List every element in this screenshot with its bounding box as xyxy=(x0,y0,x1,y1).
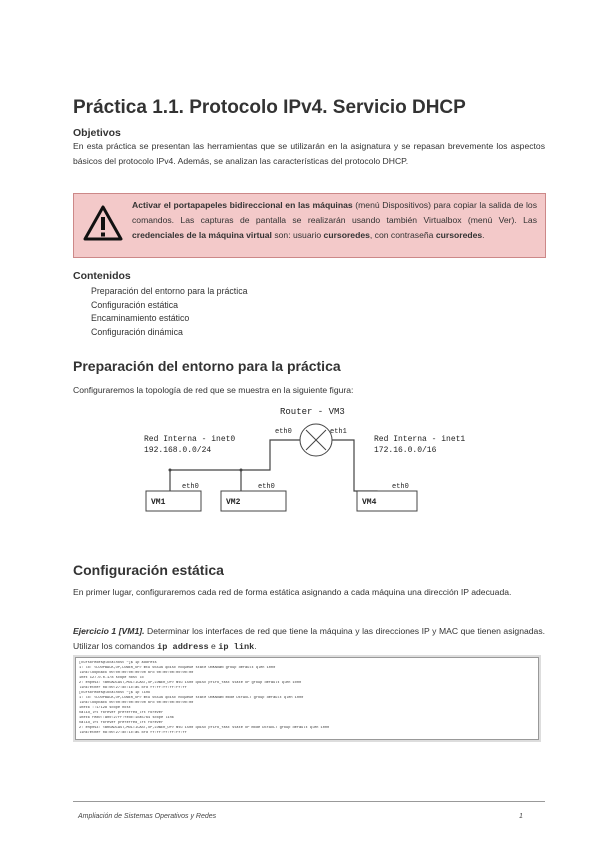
vm2-label: VM2 xyxy=(226,498,241,507)
warning-user: cursoredes xyxy=(323,230,370,240)
footer-page-number: 1 xyxy=(519,813,523,820)
warning-icon xyxy=(83,205,123,241)
net-left-name: Red Interna - inet0 xyxy=(144,435,236,444)
exercise-label: Ejercicio 1 [VM1]. xyxy=(73,626,145,636)
section-configuracion-heading: Configuración estática xyxy=(73,562,224,578)
warning-text: Activar el portapapeles bidireccional en las máquinas (menú Dispositivos) para copiar la salida de los comandos. Las capturas de pantalla se realizarán usando también Virtualbox (menú Ver). Las credenciales de la máquina virtual son: usuario cursoredes, con contraseña cursoredes. xyxy=(132,200,537,240)
terminal-output: [cursoredes@localhost ~]$ ip address 1: lo: <LOOPBACK,UP,LOWER_UP> mtu 65536 qdisc noqueue state UNKNOWN group default qlen 1000 link/loopback 00:00:00:00:00:00 brd 00:00:00:00:00:00 inet 127.0.0.1/8 scope host lo 2: enp0s3: <BROADCAST,MULTICAST,UP,LOWER_UP> mtu 1500 qdisc pfifo_fast state UP group default qlen 1000 link/ether 08:00:27:dc:1c:a5 brd ff:ff:ff:ff:ff:ff [cursoredes@localhost ~]$ ip link 1: lo: <LOOPBACK,UP,LOWER_UP> mtu 65536 qdisc noqueue state UNKNOWN mode DEFAULT group default qlen 1000 link/loopback 00:00:00:00:00:00 brd 00:00:00:00:00:00 inet6 ::1/128 scope host valid_lft forever preferred_lft forever inet6 fe80::a00:27ff:fedc:1ca5/64 scope link valid_lft forever preferred_lft forever 2: enp0s3: <BROADCAST,MULTICAST,UP,LOWER_UP> mtu 1500 qdisc pfifo_fast state UP mode DEFAULT group default qlen 1000 link/ether 08:00:27:dc:1c:a5 brd ff:ff:ff:ff:ff:ff xyxy=(79,661,330,735)
toc-item-configuracion-dinamica[interactable]: Configuración dinámica xyxy=(91,326,183,337)
net-right-name: Red Interna - inet1 xyxy=(374,435,466,444)
toc-item-configuracion-estatica[interactable]: Configuración estática xyxy=(91,299,179,310)
warning-bold-clipboard: Activar el portapapeles bidireccional en las máquinas xyxy=(132,200,353,210)
router-eth0-label: eth0 xyxy=(275,428,292,436)
contenidos-heading: Contenidos xyxy=(73,270,131,282)
vm2-box xyxy=(221,483,286,511)
section-preparacion-heading: Preparación del entorno para la práctica xyxy=(73,358,341,374)
vm1-eth-label: eth0 xyxy=(182,483,199,491)
warning-box xyxy=(73,193,546,258)
section-preparacion-text: Configuraremos la topología de red que se muestra en la siguiente figura: xyxy=(73,385,354,395)
footer-rule xyxy=(73,801,545,802)
vm4-box xyxy=(357,483,417,511)
objetivos-heading: Objetivos xyxy=(73,127,121,139)
cmd-ip-address: ip address xyxy=(157,642,209,652)
footer-course: Ampliación de Sistemas Operativos y Redes xyxy=(78,813,217,820)
cmd-ip-link: ip link xyxy=(218,642,255,652)
router-eth1-label: eth1 xyxy=(330,428,347,436)
vm2-eth-label: eth0 xyxy=(258,483,275,491)
vm1-box xyxy=(146,483,201,511)
network-diagram xyxy=(130,400,510,520)
net-right-addr: 172.16.0.0/16 xyxy=(374,446,437,455)
page-title: Práctica 1.1. Protocolo IPv4. Servicio DHCP xyxy=(73,97,466,118)
warning-bold-credentials: credenciales de la máquina virtual xyxy=(132,230,272,240)
router-label: Router - VM3 xyxy=(280,407,345,417)
objetivos-text: En esta práctica se presentan las herramientas que se utilizarán en la asignatura y se repasan brevemente los aspectos básicos del protocolo IPv4. Además, se analizan las características del protocolo DHCP. xyxy=(73,141,545,166)
toc-item-preparacion[interactable]: Preparación del entorno para la práctica xyxy=(91,286,248,296)
terminal-screenshot xyxy=(75,657,539,740)
vm4-label: VM4 xyxy=(362,498,377,507)
vm1-label: VM1 xyxy=(151,498,166,507)
vm4-eth-label: eth0 xyxy=(392,483,409,491)
exercise-1: Ejercicio 1 [VM1]. Determinar los interfaces de red que tiene la máquina y las direcciones IP y MAC que tienen asignadas. Utilizar los comandos ip address e ip link. xyxy=(73,626,545,652)
table-of-contents xyxy=(91,285,247,339)
link-inet1 xyxy=(332,440,377,494)
toc-item-encaminamiento[interactable]: Encaminamiento estático xyxy=(91,313,190,323)
net-left-addr: 192.168.0.0/24 xyxy=(144,446,212,455)
warning-password: cursoredes xyxy=(435,230,483,240)
section-configuracion-text: En primer lugar, configuraremos cada red de forma estática asignando a cada máquina una dirección IP adecuada. xyxy=(73,587,512,597)
